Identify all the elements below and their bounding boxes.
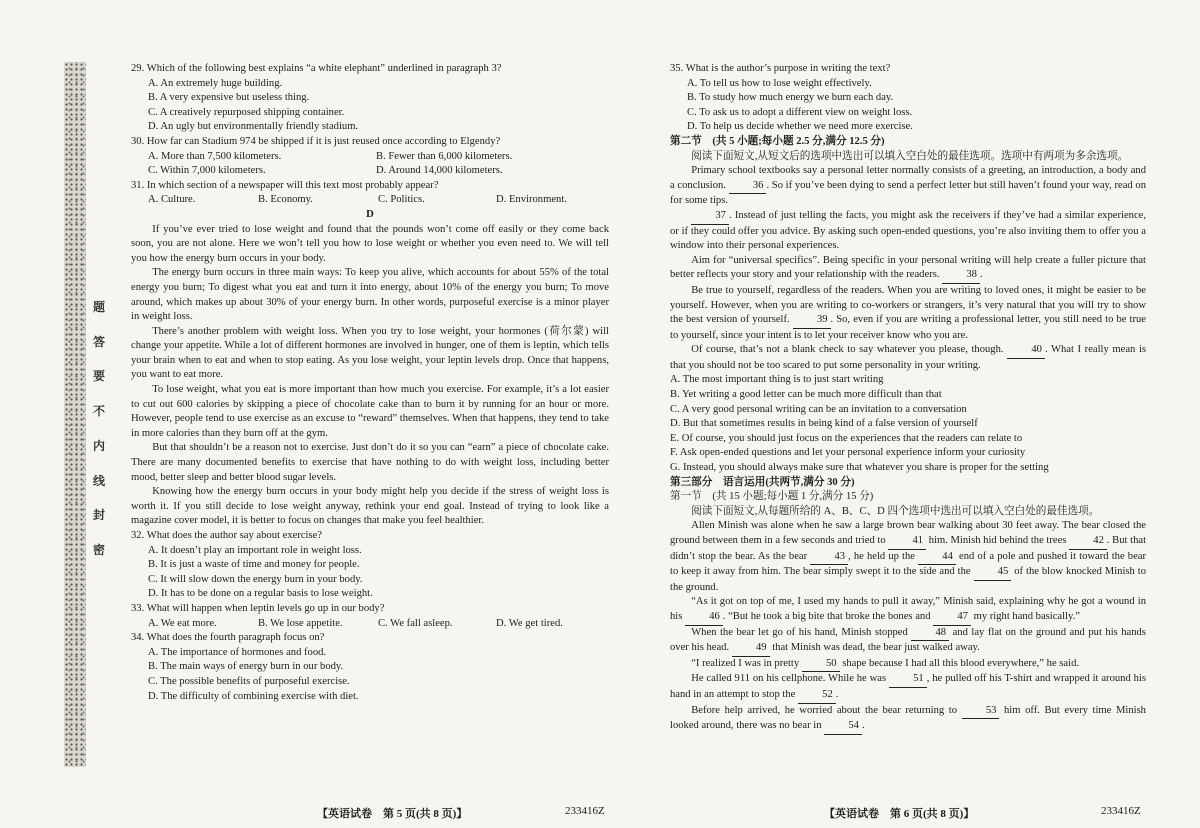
option: D. But that sometimes results in being kind of a false version of yourself	[670, 418, 978, 430]
option: C. A very good personal writing can be an invitation to a conversation	[670, 403, 967, 415]
option: B. A very expensive but useless thing.	[148, 92, 310, 104]
option: A. The most important thing is to just start writing	[670, 374, 884, 386]
option: D. An ugly but environmentally friendly stadium.	[148, 121, 359, 133]
passage-label: D	[366, 208, 374, 220]
section-title: 第一节 (共 15 小题;每小题 1 分,满分 15 分)	[670, 491, 874, 503]
option: A. Culture.	[148, 194, 196, 206]
blank-44: 44	[918, 550, 956, 566]
option: B. To study how much energy we burn each day.	[687, 92, 894, 104]
section-instructions: 阅读下面短文,从每题所给的 A、B、C、D 四个选项中选出可以填入空白处的最佳选项。	[691, 505, 1100, 517]
paragraph: If you’ve ever tried to lose weight and found that the pounds won’t come off easily or they come back soon, you are not alone. Here we won’t tell you how to lose weight or whether you even need to. We will tell you how the energy burn occurs in your body.	[131, 223, 609, 264]
option: C. The possible benefits of purposeful exercise.	[148, 675, 350, 687]
paragraph: There’s another problem with weight loss. When you try to lose weight, your hormones (荷尔蒙) will change your appetite. While a lot of different hormones are involved in hunger, one of them is leptin, which tells your brain when to eat and when to stop eating. As you lose weight, your leptin levels drop. Once that happens, you want to eat more.	[131, 325, 609, 381]
option: G. Instead, you should always make sure that whatever you share is proper for the setting	[670, 462, 1049, 474]
option: C. A creatively repurposed shipping container.	[148, 106, 345, 118]
option: D. Environment.	[496, 194, 567, 206]
question-33: 33. What will happen when leptin levels go up in our body?	[131, 602, 385, 614]
question-35: 35. What is the author’s purpose in writing the text?	[670, 63, 891, 74]
cloze-paragraph: “As it got on top of me, I used my hands to pull it away,” Minish said, explaining why he got a wound in his 46 . “But he took a big bite that broke the bones and 47 my right hand basically.”	[670, 595, 1146, 625]
blank-43: 43	[810, 550, 848, 566]
binding-strip-text: 题 答 要 不 内 线 封 密	[92, 300, 105, 557]
option: D. Around 14,000 kilometers.	[376, 165, 503, 177]
blank-51: 51	[889, 672, 927, 688]
part-title: 第三部分 语言运用(共两节,满分 30 分)	[670, 476, 855, 488]
blank-52: 52	[798, 688, 836, 704]
option: B. Yet writing a good letter can be much more difficult than that	[670, 389, 942, 401]
right-page	[670, 62, 1146, 735]
blank-54: 54	[824, 719, 862, 735]
option: C. Politics.	[378, 194, 425, 206]
blank-41: 41	[888, 534, 926, 550]
option: B. We lose appetite.	[258, 617, 343, 629]
paragraph: Of course, that’s not a blank check to say whatever you please, though. 40 . What I really mean is that you should not be too scared to put some personality in your writing.	[670, 344, 1147, 371]
option: B. It is just a waste of time and money for people.	[148, 559, 360, 571]
paragraph: To lose weight, what you eat is more important than how much you exercise. For example, it’s a lot easier to cut out 600 calories by skipping a piece of chocolate cake than to burn it by running for an hour or more. However, people tend to use exercise as an excuse to “reward” themselves. When that happens, they tend to take in more calories than they burn off at the gym.	[131, 384, 609, 439]
paragraph: But that shouldn’t be a reason not to exercise. Just don’t do it so you can “earn” a piece of chocolate cake. There are many documented benefits to exercise that have nothing to do with weight loss, including better mood, better sleep and better blood sugar levels.	[131, 442, 609, 483]
option: A. We eat more.	[148, 617, 217, 629]
right-footer-title: 【英语试卷 第 6 页(共 8 页)】	[824, 808, 975, 820]
paragraph: 37 . Instead of just telling the facts, you might ask the receivers if they’ve had a similar experience, or if they could offer you advice. By asking such open-ended questions, you’re also inviting them to offer you a window into their personal experiences.	[670, 209, 1147, 252]
option: C. It will slow down the energy burn in your body.	[148, 573, 363, 585]
paragraph: The energy burn occurs in three main ways: To keep you alive, which accounts for about 55% of the total energy you burn; To digest what you eat and turn it into energy, about 10% of the energy you burn; To move around, which makes up about 30% of your energy burn. In other words, purposeful exercise is a minor player in weight loss.	[131, 267, 609, 323]
option: B. Fewer than 6,000 kilometers.	[376, 150, 513, 162]
question-30: 30. How far can Stadium 974 be shipped if it is just reused once according to Elgendy?	[131, 135, 501, 147]
paragraph: Knowing how the energy burn occurs in your body might help you decide if the stress of weight loss is worth it. If you still decide to lose weight anyway, rethink your end goal. Instead of trying to look like a magazine cover model, it is better to focus on changes that make you feel healthier.	[131, 486, 609, 527]
option: A. To tell us how to lose weight effectively.	[687, 77, 872, 89]
question-29: 29. Which of the following best explains “a white elephant” underlined in paragraph 3?	[131, 63, 502, 74]
binding-strip-pattern	[64, 62, 86, 767]
blank-53: 53	[962, 704, 1000, 720]
blank-49: 49	[732, 641, 770, 657]
option: A. An extremely huge building.	[148, 77, 283, 89]
option: F. Ask open-ended questions and let your personal experience inform your curiosity	[670, 447, 1026, 459]
blank-40: 40	[1007, 343, 1045, 359]
blank-48: 48	[911, 626, 949, 642]
options-grid	[148, 617, 609, 632]
left-footer-code: 233416Z	[565, 805, 605, 817]
left-footer-title: 【英语试卷 第 5 页(共 8 页)】	[317, 808, 468, 820]
blank-36: 36	[729, 179, 767, 195]
option: C. To ask us to adopt a different view on weight loss.	[687, 106, 913, 118]
cloze-paragraph: “I realized I was in pretty 50 shape because I had all this blood everywhere,” he said.	[670, 657, 1146, 673]
option: A. More than 7,500 kilometers.	[148, 150, 282, 162]
paragraph: Primary school textbooks say a personal letter normally consists of a greeting, an introduction, a body and a conclusion. 36 . So if you’ve been dying to send a perfect letter but still haven’t found your way, read on for some tips.	[670, 165, 1146, 207]
blank-46: 46	[685, 610, 723, 626]
right-footer-code: 233416Z	[1101, 805, 1141, 817]
option: E. Of course, you should just focus on the experiences that the readers can relate to	[670, 432, 1023, 444]
blank-45: 45	[974, 565, 1012, 581]
option: C. We fall asleep.	[378, 617, 453, 629]
blank-50: 50	[802, 657, 840, 673]
option: D. To help us decide whether we need more exercise.	[687, 121, 913, 133]
cloze-paragraph: When the bear let go of his hand, Minish stopped 48 and lay flat on the ground and put his hands over his head. 49 that Minish was dead, the bear just walked away.	[670, 626, 1146, 657]
question-31: 31. In which section of a newspaper will this text most probably appear?	[131, 179, 439, 191]
cloze-paragraph: He called 911 on his cellphone. While he was 51 , he pulled off his T-shirt and wrapped it around his hand in an attempt to stop the 52 .	[670, 672, 1146, 703]
blank-39: 39	[793, 313, 831, 329]
paragraph: Aim for “universal specifics”. Being specific in your personal writing will help create a fuller picture that better reflects your story and your relationship with the readers. 38 .	[670, 254, 1146, 284]
blank-47: 47	[933, 610, 971, 626]
option: C. Within 7,000 kilometers.	[148, 165, 266, 177]
option: B. Economy.	[258, 194, 313, 206]
section-instructions: 阅读下面短文,从短文后的选项中选出可以填入空白处的最佳选项。选项中有两项为多余选项。	[691, 150, 1129, 162]
options-grid	[148, 193, 609, 208]
section-title: 第二节 (共 5 小题;每小题 2.5 分,满分 12.5 分)	[670, 135, 885, 147]
question-32: 32. What does the author say about exercise?	[131, 530, 323, 541]
paragraph: Be true to yourself, regardless of the readers. When you are writing to loved ones, it might be easier to be yourself. However, when you are writing to co-workers or strangers, it’s very natural that you will try to show the best version of yourself. 39 . So, even if you are writing a professional letter, you still need to be true to yourself, since your intent is to let your receiver know who you are.	[670, 284, 1146, 341]
options-grid	[148, 150, 609, 179]
option: D. It has to be done on a regular basis to lose weight.	[148, 588, 373, 600]
question-34: 34. What does the fourth paragraph focus on?	[131, 632, 325, 644]
left-page	[131, 62, 609, 704]
blank-42: 42	[1069, 534, 1107, 550]
option: D. We get tired.	[496, 617, 563, 629]
option: A. The importance of hormones and food.	[148, 646, 327, 658]
option: A. It doesn’t play an important role in weight loss.	[148, 544, 362, 556]
blank-38: 38	[942, 268, 980, 284]
blank-37: 37	[691, 209, 729, 225]
option: B. The main ways of energy burn in our body.	[148, 661, 344, 673]
cloze-paragraph: Before help arrived, he worried about the bear returning to 53 him off. But every time Minish looked around, there was no bear in 54 .	[670, 704, 1146, 735]
cloze-paragraph: Allen Minish was alone when he saw a large brown bear walking about 30 feet away. The bear closed the ground between them in a few seconds and tried to 41 him. Minish hid behind the trees 42 . But that didn’t stop the bear. As the bear 43 , he held up the 44 end of a pole and pushed it toward the bear to keep it away from him. The bear simply swept it to the side and the 45 of the blow knocked Minish to the ground.	[670, 520, 1147, 593]
option: D. The difficulty of combining exercise with diet.	[148, 690, 359, 702]
